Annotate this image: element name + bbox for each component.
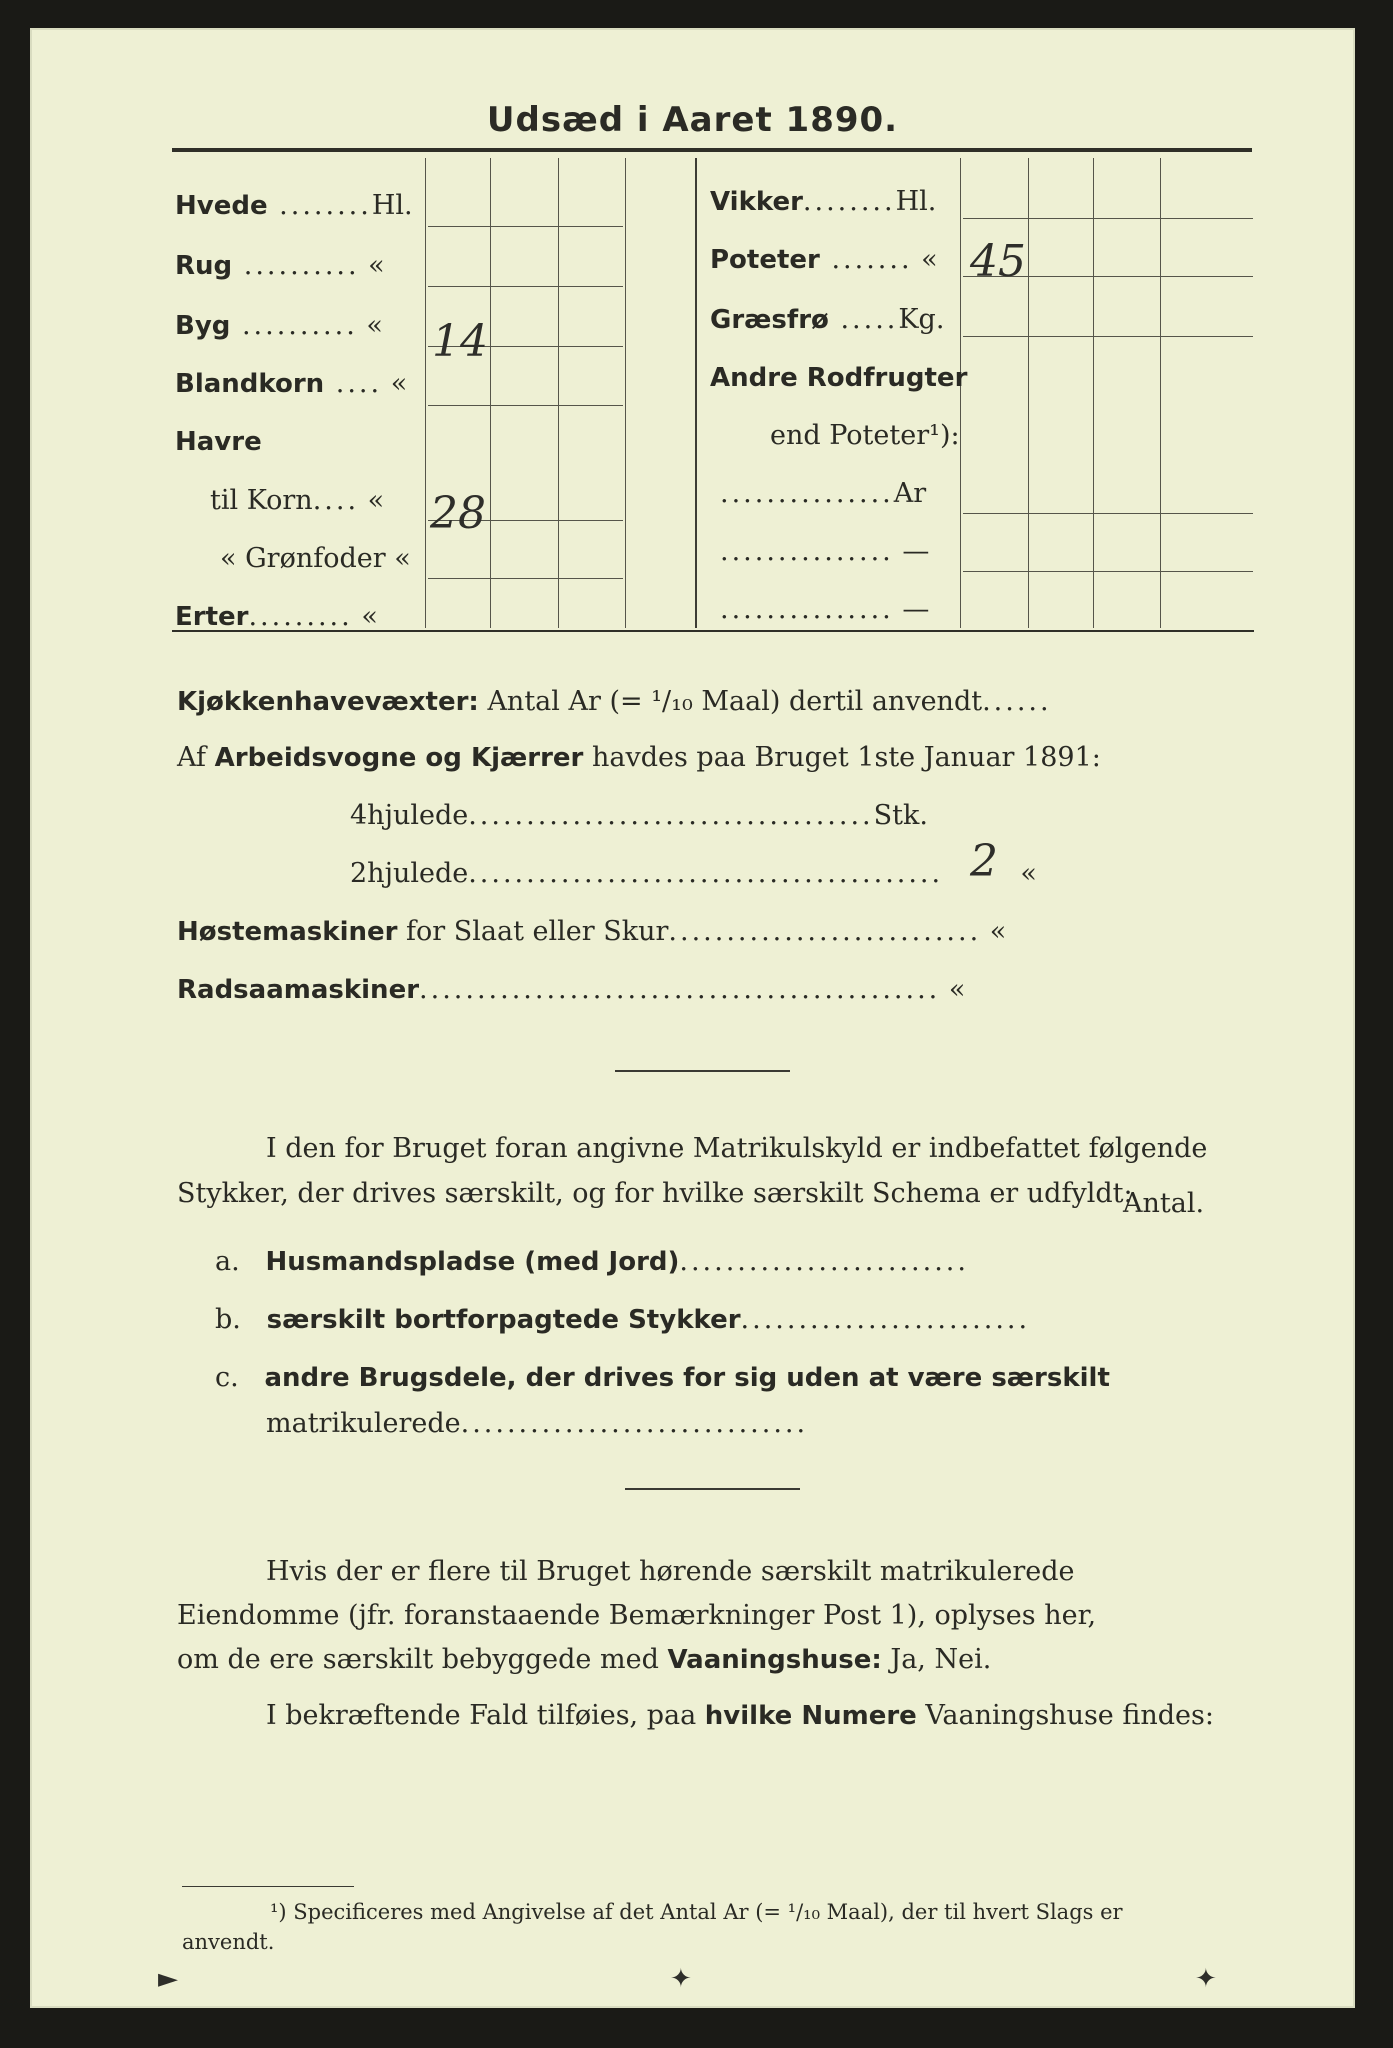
row-label: Poteter ....... « (710, 244, 938, 275)
cell-line (963, 513, 1253, 514)
wagons-2-wheel: 2hjulede......................................... « (350, 858, 1037, 889)
row-label: Vikker........Hl. (710, 186, 937, 217)
footnote-rule (182, 1886, 354, 1887)
col-line (558, 158, 559, 628)
col-line (425, 158, 426, 628)
seed-drills-line: Radsaamaskiner............................................. « (177, 974, 966, 1005)
star-mark-icon: ✦ (670, 1964, 692, 1994)
wagons-4-wheel: 4hjulede...................................Stk. (350, 800, 928, 831)
harvesters-line: Høstemaskiner for Slaat eller Skur........................... « (177, 916, 1007, 947)
footnote-text: ¹) Specificeres med Angivelse af det Antal Ar (= ¹/₁₀ Maal), der til hvert Slags er (270, 1900, 1123, 1924)
handwritten-value: 28 (430, 488, 486, 539)
cell-line (428, 226, 623, 227)
section-divider (615, 1070, 790, 1072)
paragraph-line: I bekræftende Fald tilføies, paa hvilke Numere Vaaningshuse findes: (266, 1700, 1214, 1731)
handwritten-value: 45 (970, 236, 1026, 287)
kitchen-garden-line: Kjøkkenhavevæxter: Antal Ar (= ¹/₁₀ Maal) dertil anvendt...... (177, 686, 1052, 717)
col-line (1093, 158, 1094, 628)
list-item: b. særskilt bortforpagtede Stykker......................... (215, 1304, 1031, 1335)
paragraph-line: I den for Bruget foran angivne Matrikulskyld er indbefattet følgende (266, 1133, 1208, 1164)
row-label: « Grønfoder « (220, 543, 411, 574)
row-label: Græsfrø .....Kg. (710, 304, 945, 335)
row-label: Andre Rodfrugter (710, 363, 968, 393)
row-label: ............... — (720, 594, 930, 625)
row-label: Blandkorn .... « (175, 368, 408, 399)
center-divider (695, 158, 697, 628)
col-line (490, 158, 491, 628)
row-label: Erter......... « (175, 601, 378, 632)
paragraph-line: Stykker, der drives særskilt, og for hvilke særskilt Schema er udfyldt: (177, 1178, 1133, 1209)
form-page (30, 28, 1355, 2008)
row-label: Havre (175, 427, 262, 457)
list-item: c. andre Brugsdele, der drives for sig uden at være særskilt (215, 1362, 1110, 1393)
col-line (960, 158, 961, 628)
list-item-cont: matrikulerede.............................. (266, 1408, 809, 1439)
cell-line (963, 571, 1253, 572)
row-label: ...............Ar (720, 478, 927, 509)
antal-heading: Antal. (1123, 1188, 1205, 1219)
row-label: Byg .......... « (175, 310, 383, 341)
page-title: Udsæd i Aaret 1890. (486, 100, 899, 140)
arrow-mark-icon: ► (158, 1964, 178, 1994)
table-top-rule (172, 148, 1252, 152)
row-label: ............... — (720, 536, 930, 567)
footnote-text: anvendt. (182, 1930, 275, 1954)
col-line (625, 158, 626, 628)
cell-line (963, 336, 1253, 337)
wagons-line: Af Arbeidsvogne og Kjærrer havdes paa Bruget 1ste Januar 1891: (177, 742, 1101, 773)
star-mark-icon: ✦ (1195, 1964, 1217, 1994)
paragraph-line: Eiendomme (jfr. foranstaaende Bemærkninger Post 1), oplyses her, (177, 1600, 1097, 1631)
cell-line (428, 405, 623, 406)
cell-line (428, 286, 623, 287)
paragraph-line: om de ere særskilt bebyggede med Vaaningshuse: Ja, Nei. (177, 1644, 992, 1675)
list-item: a. Husmandspladse (med Jord)......................... (215, 1246, 969, 1277)
col-line (1160, 158, 1161, 628)
handwritten-value: 14 (432, 316, 488, 367)
row-label: til Korn.... « (210, 485, 385, 516)
cell-line (963, 218, 1253, 219)
cell-line (428, 578, 623, 579)
paragraph-line: Hvis der er flere til Bruget hørende særskilt matrikulerede (266, 1556, 1075, 1587)
row-label: Hvede ........Hl. (175, 190, 413, 221)
section-divider (625, 1488, 800, 1490)
row-label: end Poteter¹): (770, 420, 960, 451)
row-label: Rug .......... « (175, 250, 385, 281)
handwritten-value: 2 (970, 836, 998, 887)
col-line (1028, 158, 1029, 628)
